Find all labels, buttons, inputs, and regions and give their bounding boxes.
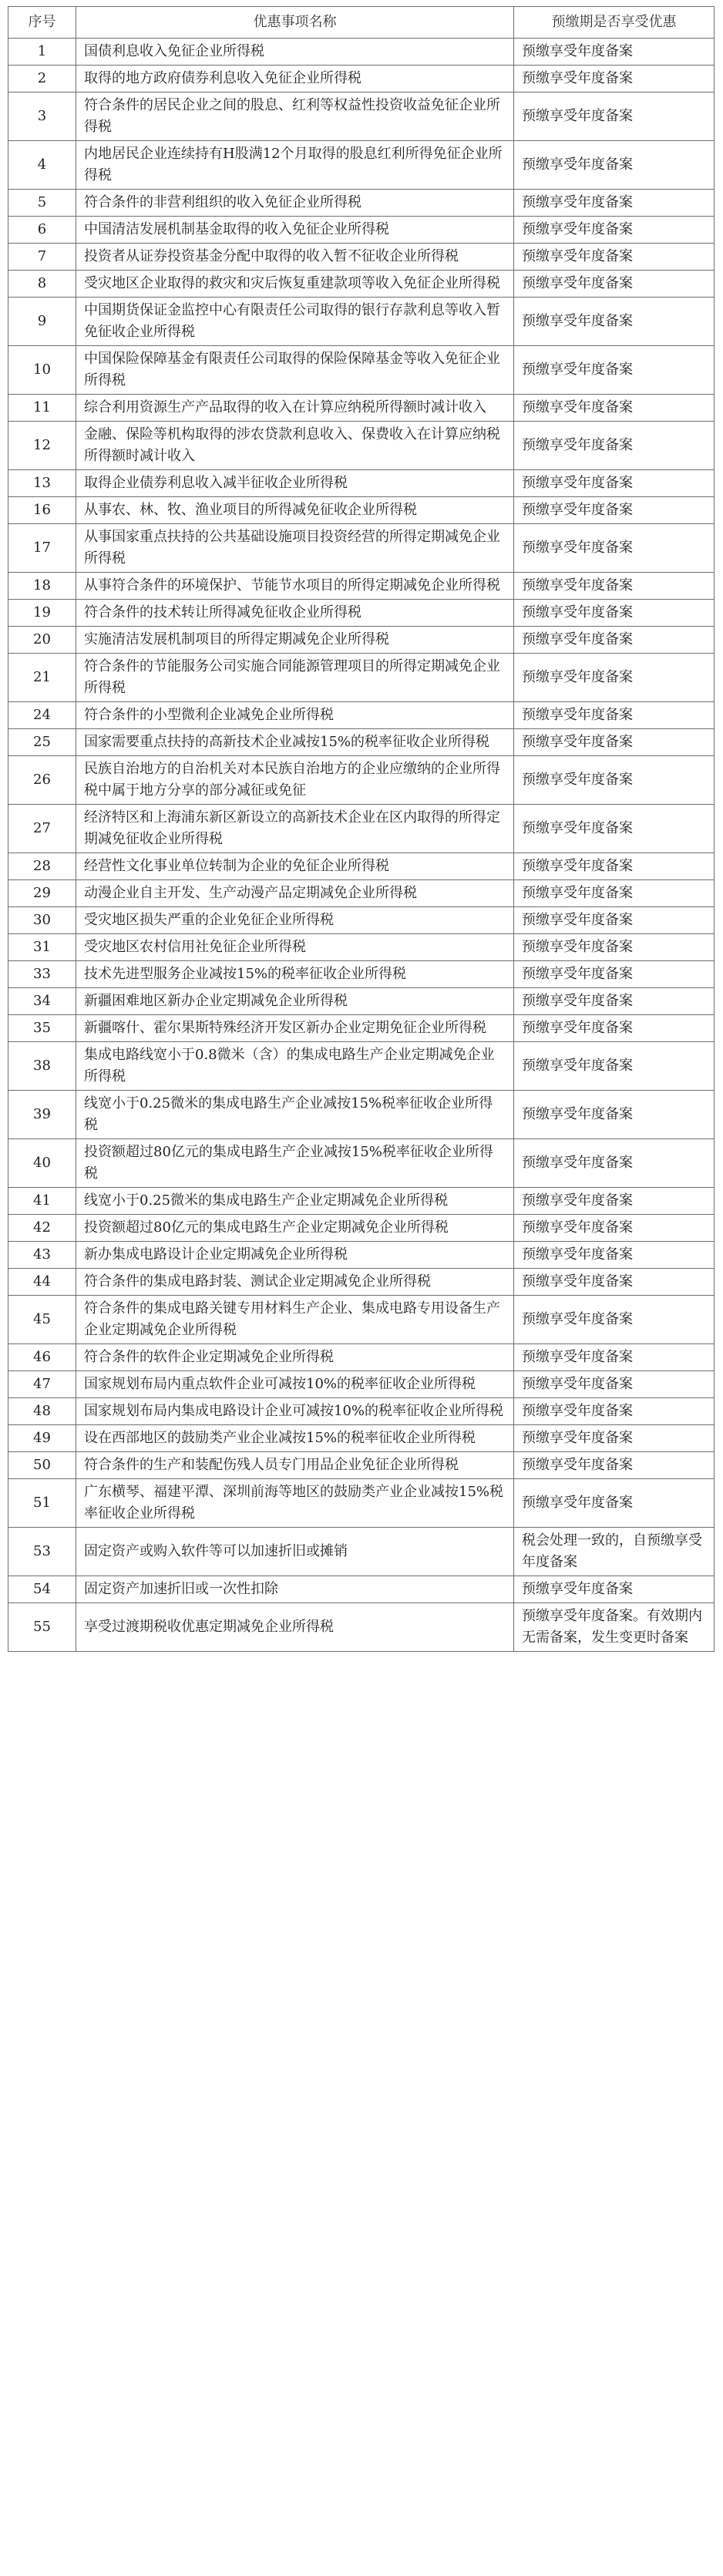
row-item-name: 从事国家重点扶持的公共基础设施项目投资经营的所得定期减免企业所得税 bbox=[76, 524, 514, 573]
row-serial-number: 26 bbox=[8, 756, 76, 805]
row-prepay-status: 预缴享受年度备案 bbox=[514, 497, 715, 524]
table-row bbox=[8, 497, 715, 524]
row-serial-number: 49 bbox=[8, 1425, 76, 1452]
row-prepay-status: 预缴享受年度备案 bbox=[514, 298, 715, 346]
row-prepay-status: 预缴享受年度备案 bbox=[514, 961, 715, 988]
row-item-name: 取得的地方政府债券利息收入免征企业所得税 bbox=[76, 66, 514, 92]
row-serial-number: 3 bbox=[8, 92, 76, 141]
row-item-name: 中国期货保证金监控中心有限责任公司取得的银行存款利息等收入暂免征收企业所得税 bbox=[76, 298, 514, 346]
row-prepay-status: 预缴享受年度备案 bbox=[514, 853, 715, 880]
row-serial-number: 5 bbox=[8, 190, 76, 217]
table-row bbox=[8, 395, 715, 422]
table-row bbox=[8, 573, 715, 600]
row-prepay-status: 预缴享受年度备案 bbox=[514, 756, 715, 805]
table-row bbox=[8, 1242, 715, 1269]
row-serial-number: 12 bbox=[8, 422, 76, 470]
table-row bbox=[8, 524, 715, 573]
row-item-name: 线宽小于0.25微米的集成电路生产企业减按15%税率征收企业所得税 bbox=[76, 1091, 514, 1139]
row-serial-number: 24 bbox=[8, 702, 76, 729]
row-serial-number: 16 bbox=[8, 497, 76, 524]
row-prepay-status: 预缴享受年度备案 bbox=[514, 346, 715, 395]
row-prepay-status: 预缴享受年度备案 bbox=[514, 1188, 715, 1215]
table-header-row bbox=[8, 7, 715, 39]
row-prepay-status: 预缴享受年度备案 bbox=[514, 217, 715, 244]
row-item-name: 内地居民企业连续持有H股满12个月取得的股息红利所得免征企业所得税 bbox=[76, 141, 514, 190]
row-item-name: 经营性文化事业单位转制为企业的免征企业所得税 bbox=[76, 853, 514, 880]
row-prepay-status: 预缴享受年度备案 bbox=[514, 988, 715, 1015]
row-item-name: 从事符合条件的环境保护、节能节水项目的所得定期减免企业所得税 bbox=[76, 573, 514, 600]
row-item-name: 技术先进型服务企业减按15%的税率征收企业所得税 bbox=[76, 961, 514, 988]
table-row bbox=[8, 1528, 715, 1576]
row-serial-number: 8 bbox=[8, 271, 76, 298]
table-row bbox=[8, 756, 715, 805]
row-prepay-status: 预缴享受年度备案 bbox=[514, 1371, 715, 1398]
row-prepay-status: 预缴享受年度备案。有效期内无需备案，发生变更时备案 bbox=[514, 1603, 715, 1652]
row-serial-number: 40 bbox=[8, 1139, 76, 1188]
row-serial-number: 50 bbox=[8, 1452, 76, 1479]
row-item-name: 享受过渡期税收优惠定期减免企业所得税 bbox=[76, 1603, 514, 1652]
table-row bbox=[8, 346, 715, 395]
row-prepay-status: 预缴享受年度备案 bbox=[514, 190, 715, 217]
row-prepay-status: 预缴享受年度备案 bbox=[514, 1269, 715, 1296]
row-serial-number: 55 bbox=[8, 1603, 76, 1652]
table-row bbox=[8, 853, 715, 880]
table-row bbox=[8, 92, 715, 141]
table-row bbox=[8, 729, 715, 756]
row-serial-number: 39 bbox=[8, 1091, 76, 1139]
row-prepay-status: 预缴享受年度备案 bbox=[514, 92, 715, 141]
row-serial-number: 54 bbox=[8, 1576, 76, 1603]
table-row bbox=[8, 880, 715, 907]
row-item-name: 民族自治地方的自治机关对本民族自治地方的企业应缴纳的企业所得税中属于地方分享的部分减征或免征 bbox=[76, 756, 514, 805]
row-prepay-status: 预缴享受年度备案 bbox=[514, 1576, 715, 1603]
row-item-name: 从事农、林、牧、渔业项目的所得减免征收企业所得税 bbox=[76, 497, 514, 524]
row-serial-number: 19 bbox=[8, 600, 76, 627]
row-prepay-status: 预缴享受年度备案 bbox=[514, 1344, 715, 1371]
row-item-name: 综合利用资源生产产品取得的收入在计算应纳税所得额时减计收入 bbox=[76, 395, 514, 422]
row-prepay-status: 预缴享受年度备案 bbox=[514, 39, 715, 66]
table-row bbox=[8, 217, 715, 244]
table-row bbox=[8, 190, 715, 217]
row-prepay-status: 预缴享受年度备案 bbox=[514, 907, 715, 934]
row-prepay-status: 预缴享受年度备案 bbox=[514, 1215, 715, 1242]
row-serial-number: 51 bbox=[8, 1479, 76, 1528]
row-item-name: 中国保险保障基金有限责任公司取得的保险保障基金等收入免征企业所得税 bbox=[76, 346, 514, 395]
row-item-name: 投资额超过80亿元的集成电路生产企业减按15%税率征收企业所得税 bbox=[76, 1139, 514, 1188]
row-item-name: 新办集成电路设计企业定期减免企业所得税 bbox=[76, 1242, 514, 1269]
row-prepay-status: 预缴享受年度备案 bbox=[514, 1139, 715, 1188]
row-item-name: 固定资产或购入软件等可以加速折旧或摊销 bbox=[76, 1528, 514, 1576]
table-row bbox=[8, 1215, 715, 1242]
row-item-name: 投资者从证券投资基金分配中取得的收入暂不征收企业所得税 bbox=[76, 244, 514, 271]
row-item-name: 经济特区和上海浦东新区新设立的高新技术企业在区内取得的所得定期减免征收企业所得税 bbox=[76, 805, 514, 853]
row-item-name: 国家规划布局内重点软件企业可减按10%的税率征收企业所得税 bbox=[76, 1371, 514, 1398]
row-serial-number: 25 bbox=[8, 729, 76, 756]
table-body bbox=[8, 39, 715, 1652]
row-prepay-status: 预缴享受年度备案 bbox=[514, 805, 715, 853]
row-prepay-status: 预缴享受年度备案 bbox=[514, 524, 715, 573]
row-serial-number: 4 bbox=[8, 141, 76, 190]
table-row bbox=[8, 39, 715, 66]
table-row bbox=[8, 298, 715, 346]
row-item-name: 固定资产加速折旧或一次性扣除 bbox=[76, 1576, 514, 1603]
row-serial-number: 7 bbox=[8, 244, 76, 271]
table-row bbox=[8, 805, 715, 853]
row-serial-number: 13 bbox=[8, 470, 76, 497]
row-serial-number: 46 bbox=[8, 1344, 76, 1371]
header-serial-number: 序号 bbox=[8, 7, 76, 39]
row-serial-number: 35 bbox=[8, 1015, 76, 1042]
row-prepay-status: 预缴享受年度备案 bbox=[514, 271, 715, 298]
table-row bbox=[8, 1479, 715, 1528]
row-serial-number: 20 bbox=[8, 627, 76, 654]
row-serial-number: 31 bbox=[8, 934, 76, 961]
table-row bbox=[8, 1042, 715, 1091]
row-serial-number: 33 bbox=[8, 961, 76, 988]
row-prepay-status: 预缴享受年度备案 bbox=[514, 600, 715, 627]
row-prepay-status: 预缴享受年度备案 bbox=[514, 395, 715, 422]
row-serial-number: 34 bbox=[8, 988, 76, 1015]
table-row bbox=[8, 470, 715, 497]
row-prepay-status: 预缴享受年度备案 bbox=[514, 66, 715, 92]
row-item-name: 集成电路线宽小于0.8微米（含）的集成电路生产企业定期减免企业所得税 bbox=[76, 1042, 514, 1091]
row-item-name: 中国清洁发展机制基金取得的收入免征企业所得税 bbox=[76, 217, 514, 244]
row-item-name: 线宽小于0.25微米的集成电路生产企业定期减免企业所得税 bbox=[76, 1188, 514, 1215]
row-serial-number: 42 bbox=[8, 1215, 76, 1242]
table-row bbox=[8, 1188, 715, 1215]
row-prepay-status: 预缴享受年度备案 bbox=[514, 627, 715, 654]
table-row bbox=[8, 141, 715, 190]
row-item-name: 符合条件的生产和装配伤残人员专门用品企业免征企业所得税 bbox=[76, 1452, 514, 1479]
row-prepay-status: 预缴享受年度备案 bbox=[514, 934, 715, 961]
row-prepay-status: 税会处理一致的，自预缴享受年度备案 bbox=[514, 1528, 715, 1576]
row-serial-number: 28 bbox=[8, 853, 76, 880]
row-item-name: 设在西部地区的鼓励类产业企业减按15%的税率征收企业所得税 bbox=[76, 1425, 514, 1452]
table-row bbox=[8, 1425, 715, 1452]
row-serial-number: 21 bbox=[8, 654, 76, 702]
row-serial-number: 41 bbox=[8, 1188, 76, 1215]
header-prepay-status: 预缴期是否享受优惠 bbox=[514, 7, 715, 39]
header-item-name: 优惠事项名称 bbox=[76, 7, 514, 39]
row-item-name: 投资额超过80亿元的集成电路生产企业定期减免企业所得税 bbox=[76, 1215, 514, 1242]
row-serial-number: 17 bbox=[8, 524, 76, 573]
row-item-name: 国家规划布局内集成电路设计企业可减按10%的税率征收企业所得税 bbox=[76, 1398, 514, 1425]
row-item-name: 实施清洁发展机制项目的所得定期减免企业所得税 bbox=[76, 627, 514, 654]
row-item-name: 符合条件的小型微利企业减免企业所得税 bbox=[76, 702, 514, 729]
row-serial-number: 44 bbox=[8, 1269, 76, 1296]
row-item-name: 国债利息收入免征企业所得税 bbox=[76, 39, 514, 66]
table-row bbox=[8, 654, 715, 702]
row-prepay-status: 预缴享受年度备案 bbox=[514, 654, 715, 702]
row-item-name: 新疆喀什、霍尔果斯特殊经济开发区新办企业定期免征企业所得税 bbox=[76, 1015, 514, 1042]
row-prepay-status: 预缴享受年度备案 bbox=[514, 1296, 715, 1344]
row-item-name: 受灾地区损失严重的企业免征企业所得税 bbox=[76, 907, 514, 934]
table-row bbox=[8, 1371, 715, 1398]
table-row bbox=[8, 600, 715, 627]
row-item-name: 符合条件的集成电路封装、测试企业定期减免企业所得税 bbox=[76, 1269, 514, 1296]
table-row bbox=[8, 961, 715, 988]
row-serial-number: 38 bbox=[8, 1042, 76, 1091]
row-serial-number: 2 bbox=[8, 66, 76, 92]
row-item-name: 广东横琴、福建平潭、深圳前海等地区的鼓励类产业企业减按15%税率征收企业所得税 bbox=[76, 1479, 514, 1528]
row-serial-number: 11 bbox=[8, 395, 76, 422]
table-row bbox=[8, 244, 715, 271]
row-item-name: 取得企业债券利息收入减半征收企业所得税 bbox=[76, 470, 514, 497]
row-item-name: 动漫企业自主开发、生产动漫产品定期减免企业所得税 bbox=[76, 880, 514, 907]
row-item-name: 新疆困难地区新办企业定期减免企业所得税 bbox=[76, 988, 514, 1015]
preferential-items-table bbox=[8, 6, 715, 1652]
table-row bbox=[8, 271, 715, 298]
row-serial-number: 47 bbox=[8, 1371, 76, 1398]
table-row bbox=[8, 1091, 715, 1139]
row-serial-number: 53 bbox=[8, 1528, 76, 1576]
table-row bbox=[8, 1603, 715, 1652]
row-serial-number: 29 bbox=[8, 880, 76, 907]
table-row bbox=[8, 1452, 715, 1479]
table-row bbox=[8, 627, 715, 654]
row-item-name: 符合条件的技术转让所得减免征收企业所得税 bbox=[76, 600, 514, 627]
row-serial-number: 18 bbox=[8, 573, 76, 600]
row-item-name: 符合条件的软件企业定期减免企业所得税 bbox=[76, 1344, 514, 1371]
row-prepay-status: 预缴享受年度备案 bbox=[514, 244, 715, 271]
row-prepay-status: 预缴享受年度备案 bbox=[514, 729, 715, 756]
row-item-name: 符合条件的集成电路关键专用材料生产企业、集成电路专用设备生产企业定期减免企业所得税 bbox=[76, 1296, 514, 1344]
row-prepay-status: 预缴享受年度备案 bbox=[514, 422, 715, 470]
row-serial-number: 45 bbox=[8, 1296, 76, 1344]
row-prepay-status: 预缴享受年度备案 bbox=[514, 702, 715, 729]
row-prepay-status: 预缴享受年度备案 bbox=[514, 470, 715, 497]
table-row bbox=[8, 1296, 715, 1344]
table-row bbox=[8, 702, 715, 729]
row-item-name: 符合条件的居民企业之间的股息、红利等权益性投资收益免征企业所得税 bbox=[76, 92, 514, 141]
row-prepay-status: 预缴享受年度备案 bbox=[514, 1242, 715, 1269]
row-prepay-status: 预缴享受年度备案 bbox=[514, 573, 715, 600]
row-item-name: 国家需要重点扶持的高新技术企业减按15%的税率征收企业所得税 bbox=[76, 729, 514, 756]
row-serial-number: 1 bbox=[8, 39, 76, 66]
row-prepay-status: 预缴享受年度备案 bbox=[514, 141, 715, 190]
row-prepay-status: 预缴享受年度备案 bbox=[514, 1452, 715, 1479]
table-row bbox=[8, 1139, 715, 1188]
row-prepay-status: 预缴享受年度备案 bbox=[514, 1398, 715, 1425]
table-row bbox=[8, 1269, 715, 1296]
row-item-name: 受灾地区农村信用社免征企业所得税 bbox=[76, 934, 514, 961]
row-prepay-status: 预缴享受年度备案 bbox=[514, 1091, 715, 1139]
row-prepay-status: 预缴享受年度备案 bbox=[514, 1042, 715, 1091]
row-serial-number: 48 bbox=[8, 1398, 76, 1425]
table-row bbox=[8, 1344, 715, 1371]
row-serial-number: 9 bbox=[8, 298, 76, 346]
row-serial-number: 10 bbox=[8, 346, 76, 395]
table-row bbox=[8, 66, 715, 92]
row-prepay-status: 预缴享受年度备案 bbox=[514, 1015, 715, 1042]
table-row bbox=[8, 1576, 715, 1603]
row-serial-number: 27 bbox=[8, 805, 76, 853]
row-serial-number: 43 bbox=[8, 1242, 76, 1269]
row-serial-number: 6 bbox=[8, 217, 76, 244]
table-row bbox=[8, 1398, 715, 1425]
row-serial-number: 30 bbox=[8, 907, 76, 934]
table-row bbox=[8, 934, 715, 961]
row-item-name: 符合条件的非营利组织的收入免征企业所得税 bbox=[76, 190, 514, 217]
row-prepay-status: 预缴享受年度备案 bbox=[514, 1479, 715, 1528]
table-row bbox=[8, 907, 715, 934]
table-row bbox=[8, 1015, 715, 1042]
row-prepay-status: 预缴享受年度备案 bbox=[514, 880, 715, 907]
table-row bbox=[8, 988, 715, 1015]
row-prepay-status: 预缴享受年度备案 bbox=[514, 1425, 715, 1452]
row-item-name: 金融、保险等机构取得的涉农贷款利息收入、保费收入在计算应纳税所得额时减计收入 bbox=[76, 422, 514, 470]
row-item-name: 符合条件的节能服务公司实施合同能源管理项目的所得定期减免企业所得税 bbox=[76, 654, 514, 702]
row-item-name: 受灾地区企业取得的救灾和灾后恢复重建款项等收入免征企业所得税 bbox=[76, 271, 514, 298]
table-row bbox=[8, 422, 715, 470]
